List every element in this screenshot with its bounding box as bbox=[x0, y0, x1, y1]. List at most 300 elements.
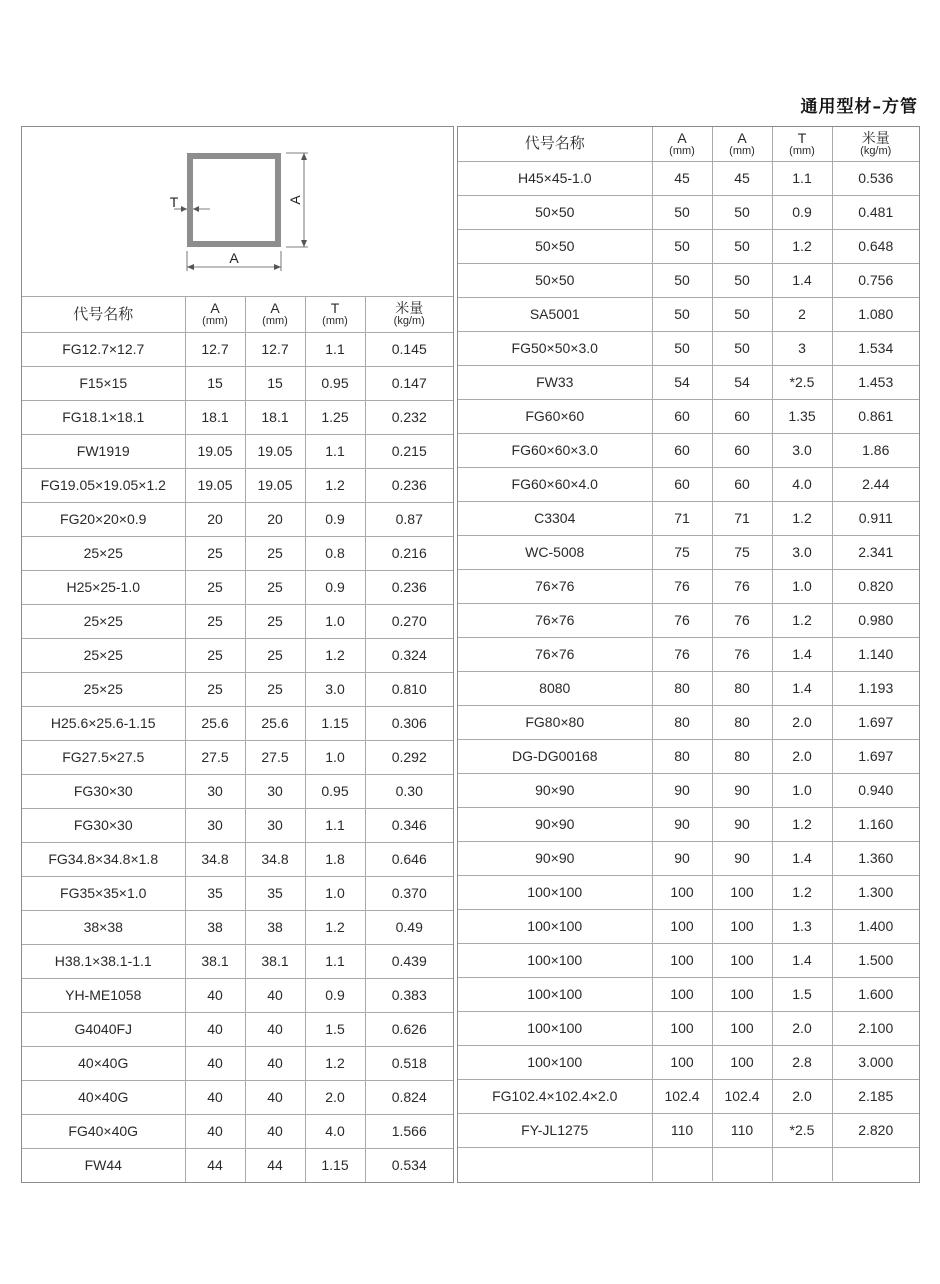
cell-a1: 45 bbox=[652, 161, 712, 195]
cell-a2: 50 bbox=[712, 263, 772, 297]
header-name: 代号名称 bbox=[22, 297, 185, 332]
right-spec-table bbox=[458, 127, 919, 1181]
cell-a2: 100 bbox=[712, 1011, 772, 1045]
header-t: T (mm) bbox=[305, 297, 365, 332]
cell-name: H45×45-1.0 bbox=[458, 161, 652, 195]
cell-name: FG30×30 bbox=[22, 808, 185, 842]
cell-weight: 0.824 bbox=[365, 1080, 453, 1114]
cell-name: 50×50 bbox=[458, 263, 652, 297]
cell-name: 100×100 bbox=[458, 943, 652, 977]
cell-name: FG50×50×3.0 bbox=[458, 331, 652, 365]
table-row bbox=[22, 1114, 453, 1148]
cell-weight: 0.626 bbox=[365, 1012, 453, 1046]
cell-a1: 80 bbox=[652, 671, 712, 705]
table-row bbox=[458, 569, 919, 603]
cell-weight: 0.980 bbox=[832, 603, 919, 637]
cell-a1: 40 bbox=[185, 1046, 245, 1080]
cell-weight: 0.306 bbox=[365, 706, 453, 740]
cell-a2: 40 bbox=[245, 1114, 305, 1148]
table-row bbox=[458, 671, 919, 705]
cell-weight: 0.820 bbox=[832, 569, 919, 603]
cell-a1: 76 bbox=[652, 603, 712, 637]
cell-a1: 34.8 bbox=[185, 842, 245, 876]
table-row bbox=[22, 740, 453, 774]
cell-a2: 60 bbox=[712, 399, 772, 433]
cell-t: 1.2 bbox=[772, 603, 832, 637]
cell-name: FW1919 bbox=[22, 434, 185, 468]
cell-name: FW44 bbox=[22, 1148, 185, 1182]
cell-name: 25×25 bbox=[22, 604, 185, 638]
cell-weight: 0.49 bbox=[365, 910, 453, 944]
cell-name: FG34.8×34.8×1.8 bbox=[22, 842, 185, 876]
table-row bbox=[458, 161, 919, 195]
table-row bbox=[22, 332, 453, 366]
cell-weight: 2.341 bbox=[832, 535, 919, 569]
table-header-row bbox=[22, 297, 453, 332]
cell-t: 1.2 bbox=[772, 807, 832, 841]
table-row bbox=[22, 910, 453, 944]
dim-t-label: T bbox=[169, 194, 179, 210]
cell-weight: 0.147 bbox=[365, 366, 453, 400]
table-row bbox=[458, 705, 919, 739]
table-row bbox=[22, 502, 453, 536]
cell-name: FG60×60 bbox=[458, 399, 652, 433]
cell-a2: 110 bbox=[712, 1113, 772, 1147]
cell-a1: 50 bbox=[652, 263, 712, 297]
cell-name: 100×100 bbox=[458, 1045, 652, 1079]
table-row bbox=[458, 331, 919, 365]
cell-weight: 0.383 bbox=[365, 978, 453, 1012]
table-row bbox=[458, 909, 919, 943]
cell-name: 25×25 bbox=[22, 536, 185, 570]
table-row bbox=[458, 1045, 919, 1079]
table-row bbox=[22, 366, 453, 400]
cell-a2: 76 bbox=[712, 569, 772, 603]
cell-t: 0.9 bbox=[772, 195, 832, 229]
cell-t: *2.5 bbox=[772, 365, 832, 399]
cell-name: 76×76 bbox=[458, 569, 652, 603]
cell-a1: 100 bbox=[652, 943, 712, 977]
table-row bbox=[458, 739, 919, 773]
cell-a2: 102.4 bbox=[712, 1079, 772, 1113]
table-row bbox=[22, 672, 453, 706]
cell-a2: 90 bbox=[712, 807, 772, 841]
cell-weight: 3.000 bbox=[832, 1045, 919, 1079]
cell-a1: 60 bbox=[652, 467, 712, 501]
cell-a2: 38.1 bbox=[245, 944, 305, 978]
cell-t: 1.1 bbox=[305, 808, 365, 842]
table-row bbox=[22, 1148, 453, 1182]
cell-weight: 0.646 bbox=[365, 842, 453, 876]
cell-t: 1.1 bbox=[305, 434, 365, 468]
cell-a2: 34.8 bbox=[245, 842, 305, 876]
cell-t: 1.2 bbox=[305, 1046, 365, 1080]
cell-t: 4.0 bbox=[305, 1114, 365, 1148]
cell-t: 1.5 bbox=[305, 1012, 365, 1046]
table-row bbox=[458, 399, 919, 433]
cell-a1: 30 bbox=[185, 774, 245, 808]
cell-a2: 100 bbox=[712, 977, 772, 1011]
header-weight: 米量 (kg/m) bbox=[832, 127, 919, 161]
cell-t: 3.0 bbox=[305, 672, 365, 706]
table-row bbox=[22, 1012, 453, 1046]
table-row bbox=[458, 229, 919, 263]
cell-a2: 25 bbox=[245, 536, 305, 570]
header-a2: A (mm) bbox=[712, 127, 772, 161]
cell-a1: 100 bbox=[652, 909, 712, 943]
cell-weight: 0.236 bbox=[365, 570, 453, 604]
table-row bbox=[458, 875, 919, 909]
header-name: 代号名称 bbox=[458, 127, 652, 161]
cell-t: 1.4 bbox=[772, 637, 832, 671]
table-row bbox=[22, 536, 453, 570]
table-row bbox=[458, 943, 919, 977]
cell-a1: 110 bbox=[652, 1113, 712, 1147]
cell-a2: 25 bbox=[245, 604, 305, 638]
cell-name bbox=[458, 1147, 652, 1181]
table-row bbox=[458, 467, 919, 501]
cell-weight: 0.324 bbox=[365, 638, 453, 672]
cell-name: WC-5008 bbox=[458, 535, 652, 569]
cell-weight: 1.500 bbox=[832, 943, 919, 977]
cell-t: 1.2 bbox=[305, 638, 365, 672]
cell-a1: 100 bbox=[652, 1011, 712, 1045]
cell-t: 3.0 bbox=[772, 535, 832, 569]
cell-a2: 19.05 bbox=[245, 468, 305, 502]
cell-a1: 102.4 bbox=[652, 1079, 712, 1113]
cell-weight: 1.160 bbox=[832, 807, 919, 841]
cell-t: 2.0 bbox=[772, 739, 832, 773]
cell-a2: 80 bbox=[712, 705, 772, 739]
table-row bbox=[22, 706, 453, 740]
cell-a1: 40 bbox=[185, 1114, 245, 1148]
cell-a2: 76 bbox=[712, 637, 772, 671]
table-row bbox=[22, 1080, 453, 1114]
cell-t: 1.2 bbox=[772, 229, 832, 263]
cell-t: 1.2 bbox=[305, 468, 365, 502]
table-row bbox=[458, 501, 919, 535]
cell-weight: 0.370 bbox=[365, 876, 453, 910]
cell-name: FG27.5×27.5 bbox=[22, 740, 185, 774]
cell-a2: 25.6 bbox=[245, 706, 305, 740]
cell-weight: 1.453 bbox=[832, 365, 919, 399]
table-row bbox=[458, 535, 919, 569]
cell-weight: 1.697 bbox=[832, 705, 919, 739]
cell-t: 1.0 bbox=[305, 740, 365, 774]
cell-name: FG35×35×1.0 bbox=[22, 876, 185, 910]
cell-a2: 100 bbox=[712, 875, 772, 909]
cell-t: 1.8 bbox=[305, 842, 365, 876]
cell-a1: 35 bbox=[185, 876, 245, 910]
cell-a1: 90 bbox=[652, 773, 712, 807]
cell-t: 1.4 bbox=[772, 943, 832, 977]
cell-t: 0.95 bbox=[305, 774, 365, 808]
table-row bbox=[22, 944, 453, 978]
cell-a1: 50 bbox=[652, 297, 712, 331]
cell-a2: 40 bbox=[245, 1046, 305, 1080]
cell-weight: 0.215 bbox=[365, 434, 453, 468]
cell-a1: 20 bbox=[185, 502, 245, 536]
cell-name: 50×50 bbox=[458, 229, 652, 263]
table-header-row bbox=[458, 127, 919, 161]
left-spec-table bbox=[22, 297, 453, 1182]
cell-a2: 50 bbox=[712, 195, 772, 229]
cell-a2: 27.5 bbox=[245, 740, 305, 774]
cell-weight: 0.518 bbox=[365, 1046, 453, 1080]
cell-weight: 2.185 bbox=[832, 1079, 919, 1113]
cell-a1: 40 bbox=[185, 978, 245, 1012]
cell-a1: 50 bbox=[652, 229, 712, 263]
cell-t: 0.9 bbox=[305, 570, 365, 604]
cell-name: F15×15 bbox=[22, 366, 185, 400]
cell-a1: 76 bbox=[652, 569, 712, 603]
cell-name: 76×76 bbox=[458, 603, 652, 637]
cell-t: 3 bbox=[772, 331, 832, 365]
cell-a2: 15 bbox=[245, 366, 305, 400]
cell-name: 100×100 bbox=[458, 875, 652, 909]
cell-t: 1.0 bbox=[772, 569, 832, 603]
cell-a1: 44 bbox=[185, 1148, 245, 1182]
table-row bbox=[458, 1113, 919, 1147]
table-row bbox=[458, 637, 919, 671]
cell-name: 8080 bbox=[458, 671, 652, 705]
cell-weight: 0.756 bbox=[832, 263, 919, 297]
cell-weight: 0.536 bbox=[832, 161, 919, 195]
cell-weight: 0.481 bbox=[832, 195, 919, 229]
cell-weight: 0.292 bbox=[365, 740, 453, 774]
cell-a2: 30 bbox=[245, 808, 305, 842]
cell-weight: 0.810 bbox=[365, 672, 453, 706]
cell-name: FG80×80 bbox=[458, 705, 652, 739]
cell-t: 1.1 bbox=[305, 332, 365, 366]
cell-weight: 2.100 bbox=[832, 1011, 919, 1045]
cell-t: 1.1 bbox=[772, 161, 832, 195]
cell-a2: 50 bbox=[712, 331, 772, 365]
cell-a1: 12.7 bbox=[185, 332, 245, 366]
cell-weight: 2.820 bbox=[832, 1113, 919, 1147]
cell-t: 1.15 bbox=[305, 706, 365, 740]
cell-a1: 19.05 bbox=[185, 468, 245, 502]
cell-t: 1.5 bbox=[772, 977, 832, 1011]
cell-name: 25×25 bbox=[22, 638, 185, 672]
cell-a1: 60 bbox=[652, 433, 712, 467]
cell-t: 2.0 bbox=[772, 1079, 832, 1113]
cell-a1: 80 bbox=[652, 705, 712, 739]
cell-name: 50×50 bbox=[458, 195, 652, 229]
cell-a2: 25 bbox=[245, 672, 305, 706]
cell-name: 90×90 bbox=[458, 773, 652, 807]
cell-a1: 75 bbox=[652, 535, 712, 569]
cell-weight: 1.697 bbox=[832, 739, 919, 773]
cell-t: 1.35 bbox=[772, 399, 832, 433]
cell-a1: 38 bbox=[185, 910, 245, 944]
cell-name: G4040FJ bbox=[22, 1012, 185, 1046]
right-panel bbox=[457, 126, 920, 1183]
cell-weight: 1.300 bbox=[832, 875, 919, 909]
cell-weight: 0.30 bbox=[365, 774, 453, 808]
cell-a2: 60 bbox=[712, 467, 772, 501]
cell-a2: 60 bbox=[712, 433, 772, 467]
cell-a1: 90 bbox=[652, 807, 712, 841]
cell-a2: 30 bbox=[245, 774, 305, 808]
cell-a2: 45 bbox=[712, 161, 772, 195]
cell-a2: 18.1 bbox=[245, 400, 305, 434]
cell-name: H25×25-1.0 bbox=[22, 570, 185, 604]
cell-a1: 25 bbox=[185, 672, 245, 706]
cell-a2: 100 bbox=[712, 943, 772, 977]
cell-t: 1.1 bbox=[305, 944, 365, 978]
cell-a1: 76 bbox=[652, 637, 712, 671]
cell-t: 4.0 bbox=[772, 467, 832, 501]
cell-t: 2.8 bbox=[772, 1045, 832, 1079]
cell-weight: 0.87 bbox=[365, 502, 453, 536]
square-tube-diagram bbox=[22, 127, 453, 297]
cell-a2: 25 bbox=[245, 570, 305, 604]
cell-weight: 1.600 bbox=[832, 977, 919, 1011]
cell-a2: 90 bbox=[712, 773, 772, 807]
cell-t: 1.4 bbox=[772, 671, 832, 705]
cell-t: 2.0 bbox=[772, 705, 832, 739]
cell-t: 0.9 bbox=[305, 978, 365, 1012]
cell-a2: 100 bbox=[712, 909, 772, 943]
table-row bbox=[22, 808, 453, 842]
cell-a1: 25 bbox=[185, 536, 245, 570]
cell-weight: 0.270 bbox=[365, 604, 453, 638]
table-row bbox=[22, 400, 453, 434]
cell-t: 3.0 bbox=[772, 433, 832, 467]
cell-a1 bbox=[652, 1147, 712, 1181]
cell-weight: 1.534 bbox=[832, 331, 919, 365]
cell-weight: 0.940 bbox=[832, 773, 919, 807]
cell-t: 1.4 bbox=[772, 263, 832, 297]
page-title: 通用型材–方管 bbox=[800, 97, 918, 117]
cell-a2: 40 bbox=[245, 978, 305, 1012]
cell-name: FW33 bbox=[458, 365, 652, 399]
cell-weight: 0.534 bbox=[365, 1148, 453, 1182]
cell-name: SA5001 bbox=[458, 297, 652, 331]
cell-weight: 0.911 bbox=[832, 501, 919, 535]
cell-t: 0.95 bbox=[305, 366, 365, 400]
cell-a1: 40 bbox=[185, 1080, 245, 1114]
cell-weight: 2.44 bbox=[832, 467, 919, 501]
cell-a2: 12.7 bbox=[245, 332, 305, 366]
cell-a1: 50 bbox=[652, 331, 712, 365]
table-row bbox=[22, 774, 453, 808]
table-row bbox=[22, 604, 453, 638]
cell-t: 1.3 bbox=[772, 909, 832, 943]
cell-weight: 1.86 bbox=[832, 433, 919, 467]
cell-t: 1.0 bbox=[772, 773, 832, 807]
cell-name: H25.6×25.6-1.15 bbox=[22, 706, 185, 740]
table-row bbox=[22, 468, 453, 502]
table-row bbox=[458, 977, 919, 1011]
cell-name: 100×100 bbox=[458, 977, 652, 1011]
table-row bbox=[22, 1046, 453, 1080]
table-row bbox=[458, 1079, 919, 1113]
cell-t: 2.0 bbox=[772, 1011, 832, 1045]
cell-weight: 1.360 bbox=[832, 841, 919, 875]
table-row bbox=[458, 807, 919, 841]
cell-a2: 25 bbox=[245, 638, 305, 672]
cell-a2: 40 bbox=[245, 1012, 305, 1046]
cell-a2: 50 bbox=[712, 229, 772, 263]
cell-a2: 75 bbox=[712, 535, 772, 569]
cell-t bbox=[772, 1147, 832, 1181]
cell-name: 40×40G bbox=[22, 1080, 185, 1114]
header-a2: A (mm) bbox=[245, 297, 305, 332]
cell-name: 76×76 bbox=[458, 637, 652, 671]
cell-name: FY-JL1275 bbox=[458, 1113, 652, 1147]
cell-a1: 80 bbox=[652, 739, 712, 773]
cell-t: 2 bbox=[772, 297, 832, 331]
table-row bbox=[22, 570, 453, 604]
cell-name: C3304 bbox=[458, 501, 652, 535]
cell-a2: 50 bbox=[712, 297, 772, 331]
table-row bbox=[458, 841, 919, 875]
table-row bbox=[458, 1011, 919, 1045]
cell-a2: 71 bbox=[712, 501, 772, 535]
cell-name: 100×100 bbox=[458, 909, 652, 943]
dim-a-vertical-label: A bbox=[287, 195, 303, 205]
cell-weight: 0.236 bbox=[365, 468, 453, 502]
cell-a2: 44 bbox=[245, 1148, 305, 1182]
cell-weight: 1.193 bbox=[832, 671, 919, 705]
table-row bbox=[458, 195, 919, 229]
cell-a1: 27.5 bbox=[185, 740, 245, 774]
left-panel bbox=[21, 126, 454, 1183]
cell-a1: 90 bbox=[652, 841, 712, 875]
cell-t: 0.8 bbox=[305, 536, 365, 570]
cell-t: 1.15 bbox=[305, 1148, 365, 1182]
cell-t: 1.25 bbox=[305, 400, 365, 434]
cell-a2: 80 bbox=[712, 671, 772, 705]
cell-name: 90×90 bbox=[458, 841, 652, 875]
cell-weight: 1.140 bbox=[832, 637, 919, 671]
cell-a1: 38.1 bbox=[185, 944, 245, 978]
cell-a1: 30 bbox=[185, 808, 245, 842]
cell-a1: 54 bbox=[652, 365, 712, 399]
cell-a1: 25 bbox=[185, 570, 245, 604]
cell-name: FG60×60×4.0 bbox=[458, 467, 652, 501]
cell-name: FG19.05×19.05×1.2 bbox=[22, 468, 185, 502]
cell-name: FG30×30 bbox=[22, 774, 185, 808]
cell-a2: 90 bbox=[712, 841, 772, 875]
cell-name: FG12.7×12.7 bbox=[22, 332, 185, 366]
cell-name: FG102.4×102.4×2.0 bbox=[458, 1079, 652, 1113]
cell-name: 90×90 bbox=[458, 807, 652, 841]
cell-weight: 0.145 bbox=[365, 332, 453, 366]
table-row bbox=[22, 978, 453, 1012]
header-weight: 米量 (kg/m) bbox=[365, 297, 453, 332]
cell-weight: 1.080 bbox=[832, 297, 919, 331]
cell-a2 bbox=[712, 1147, 772, 1181]
header-t: T (mm) bbox=[772, 127, 832, 161]
cell-t: 1.0 bbox=[305, 604, 365, 638]
dim-a-horizontal-label: A bbox=[229, 250, 239, 266]
cell-a2: 80 bbox=[712, 739, 772, 773]
cell-weight bbox=[832, 1147, 919, 1181]
cell-a1: 25 bbox=[185, 604, 245, 638]
cell-a2: 35 bbox=[245, 876, 305, 910]
cell-a1: 18.1 bbox=[185, 400, 245, 434]
cell-a1: 60 bbox=[652, 399, 712, 433]
table-row bbox=[458, 603, 919, 637]
cell-name: FG40×40G bbox=[22, 1114, 185, 1148]
cell-t: 2.0 bbox=[305, 1080, 365, 1114]
cell-a1: 100 bbox=[652, 977, 712, 1011]
table-row bbox=[458, 263, 919, 297]
cell-a1: 15 bbox=[185, 366, 245, 400]
